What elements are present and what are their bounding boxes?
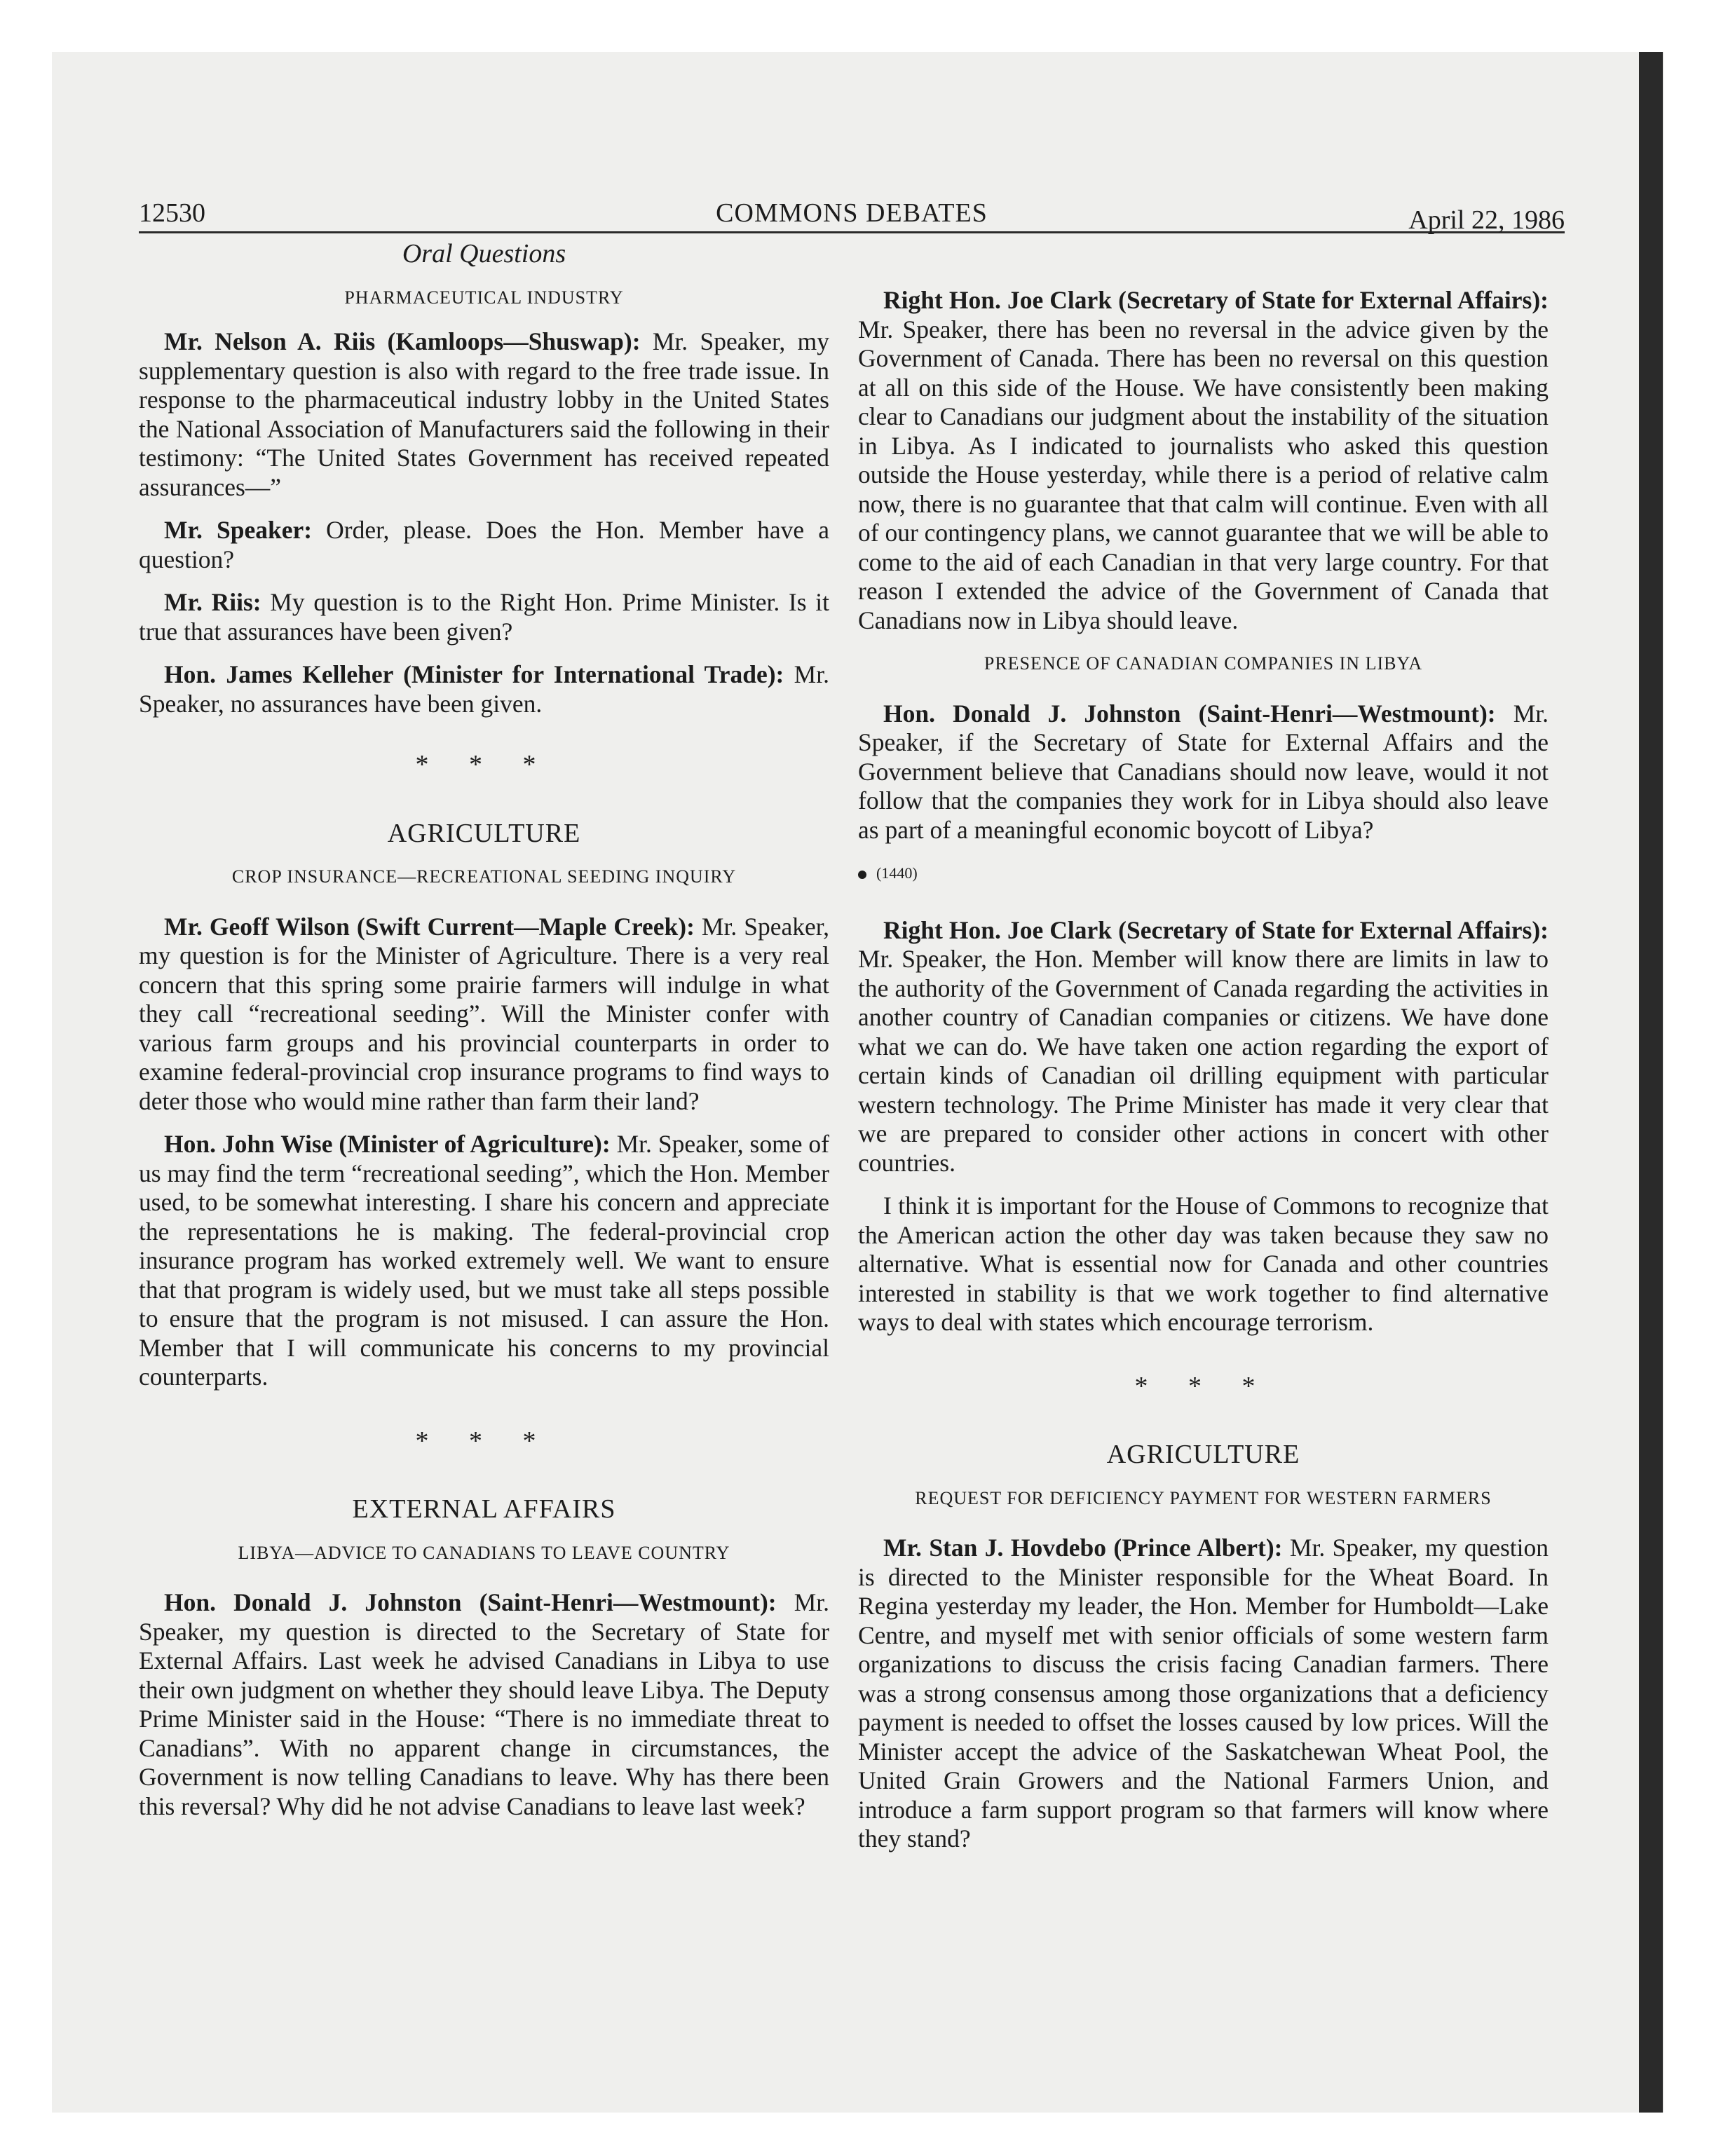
speech-text: Mr. Speaker, if the Secretary of State for External Affairs and the Government believe that Canadians should now leave, would it not follow that the companies they work for in Libya should also leave as part of a meaningful economic boycott of Libya?: [858, 699, 1549, 844]
page-number: 12530: [139, 198, 205, 228]
speech-paragraph: [139, 588, 829, 646]
speaker-name: Mr. Nelson A. Riis (Kamloops—Shuswap):: [164, 327, 641, 355]
speech-paragraph: [139, 660, 829, 718]
time-marker: [858, 859, 1549, 888]
speech-text: Mr. Speaker, no assurances have been given.: [139, 660, 829, 718]
speech-text: I think it is important for the House of Commons to recognize that the American action the other day was taken because they saw no alternative. What is essential now for Canada and other countries interested in stability is that we work together to find alternative ways to deal with states which encourage terrorism.: [858, 1192, 1549, 1336]
speech-text: Mr. Speaker, my question is directed to the Minister responsible for the Wheat Board. In Regina yesterday my leader, the Hon. Member for Humboldt—Lake Centre, and myself met with senior officials of some western farm organizations to discuss the crisis facing Canadian farmers. There was a strong consensus among those organizations that a deficiency payment is needed to offset the losses caused by low prices. Will the Minister accept the advice of the Saskatchewan Wheat Pool, the United Grain Growers and the National Farmers Union, and introduce a farm support program so that farmers will know where they stand?: [858, 1534, 1549, 1853]
section-heading: EXTERNAL AFFAIRS: [352, 1494, 616, 1524]
section-separator: * * *: [415, 1426, 553, 1456]
speaker-name: Hon. Donald J. Johnston (Saint-Henri—Westmount):: [164, 1588, 777, 1616]
bullet-icon: [858, 871, 866, 879]
speech-paragraph: [858, 286, 1549, 635]
publication-title: COMMONS DEBATES: [716, 198, 988, 228]
section-separator: * * *: [415, 750, 553, 779]
speech-text: Mr. Speaker, the Hon. Member will know there are limits in law to the authority of the Government of Canada regarding the activities in another country of Canadian companies or citizens. We have done what we can do. We have taken one action regarding the export of certain kinds of Canadian oil drilling equipment with particular western technology. The Prime Minister has made it very clear that we are prepared to consider other actions in concert with other countries.: [858, 945, 1549, 1177]
topic-heading: REQUEST FOR DEFICIENCY PAYMENT FOR WESTERN FARMERS: [915, 1487, 1492, 1508]
speaker-name: Hon. John Wise (Minister of Agriculture):: [164, 1130, 611, 1158]
speaker-name: Right Hon. Joe Clark (Secretary of State for External Affairs):: [883, 286, 1549, 314]
speech-paragraph: [858, 1534, 1549, 1854]
speaker-name: Mr. Geoff Wilson (Swift Current—Maple Creek):: [164, 912, 695, 941]
speech-paragraph: [139, 516, 829, 574]
speech-text: Mr. Speaker, my question is for the Minister of Agriculture. There is a very real concern that this spring some prairie farmers will indulge in what they call “recreational seeding”. Will the Minister confer with various farm groups and his provincial counterparts in order to examine federal-provincial crop insurance programs to find ways to deter those who would mine rather than farm their land?: [139, 912, 830, 1115]
topic-heading: PHARMACEUTICAL INDUSTRY: [344, 287, 624, 308]
section-heading: AGRICULTURE: [387, 818, 581, 848]
speaker-name: Mr. Speaker:: [164, 516, 313, 544]
topic-heading: PRESENCE OF CANADIAN COMPANIES IN LIBYA: [984, 653, 1423, 674]
left-column: [139, 240, 829, 1835]
section-label: Oral Questions: [402, 239, 566, 268]
page-edge-shadow: [1639, 52, 1663, 2113]
speaker-name: Hon. James Kelleher (Minister for International Trade):: [164, 660, 784, 688]
right-column: [858, 286, 1549, 1868]
page-header: [139, 191, 1565, 233]
speech-text: Order, please. Does the Hon. Member have a question?: [139, 516, 829, 573]
section-separator: * * *: [1134, 1371, 1272, 1401]
speech-paragraph: [858, 916, 1549, 1178]
speaker-name: Right Hon. Joe Clark (Secretary of State for External Affairs):: [883, 915, 1549, 944]
speech-paragraph: [139, 913, 829, 1117]
section-heading: AGRICULTURE: [1106, 1440, 1300, 1469]
speech-text: Mr. Speaker, my supplementary question is also with regard to the free trade issue. In response to the pharmaceutical industry lobby in the United States the National Association of Manufacturers said the following in their testimony: “The United States Government has received repeated assurances—”: [139, 327, 829, 501]
speech-text: My question is to the Right Hon. Prime Minister. Is it true that assurances have been given?: [139, 588, 829, 646]
speaker-name: Mr. Riis:: [164, 588, 261, 616]
speech-paragraph: [858, 700, 1549, 845]
speech-paragraph: [858, 1192, 1549, 1337]
speech-paragraph: [139, 1588, 829, 1821]
publication-date: April 22, 1986: [1408, 205, 1565, 235]
speaker-name: Mr. Stan J. Hovdebo (Prince Albert):: [883, 1534, 1283, 1562]
speech-paragraph: [139, 327, 829, 502]
speech-paragraph: [139, 1130, 829, 1392]
speech-text: Mr. Speaker, there has been no reversal in the advice given by the Government of Canada. There has been no reversal on this question at all on this side of the House. We have consistently been making clear to Canadians our judgment about the instability of the situation in Libya. As I indicated to journalists who asked this question outside the House yesterday, while there is a period of relative calm now, there is no guarantee that that calm will continue. Even with all of our contingency plans, we cannot guarantee that we will be able to come to the aid of each Canadian in that very large country. For that reason I extended the advice of the Government of Canada that Canadians now in Libya should leave.: [858, 315, 1549, 634]
speaker-name: Hon. Donald J. Johnston (Saint-Henri—Westmount):: [883, 699, 1496, 728]
topic-heading: CROP INSURANCE—RECREATIONAL SEEDING INQUIRY: [231, 866, 737, 887]
speech-text: Mr. Speaker, my question is directed to the Secretary of State for External Affairs. Last week he advised Canadians in Libya to use their own judgment on whether they should leave Libya. The Deputy Prime Minister said in the House: “There is no immediate threat to Canadians”. With no apparent change in circumstances, the Government is now telling Canadians to leave. Why has there been this reversal? Why did he not advise Canadians to leave last week?: [139, 1588, 829, 1820]
topic-heading: LIBYA—ADVICE TO CANADIANS TO LEAVE COUNTRY: [238, 1542, 730, 1563]
time-marker-text: (1440): [876, 864, 918, 882]
speech-text: Mr. Speaker, some of us may find the term “recreational seeding”, which the Hon. Member used, to be somewhat interesting. I share his concern and appreciate the representations he is making. The federal-provincial crop insurance program has worked extremely well. We want to ensure that that program is widely used, but we must take all steps possible to ensure that the program is not misused. I can assure the Hon. Member that I will communicate his concerns to my provincial counterparts.: [139, 1130, 829, 1391]
